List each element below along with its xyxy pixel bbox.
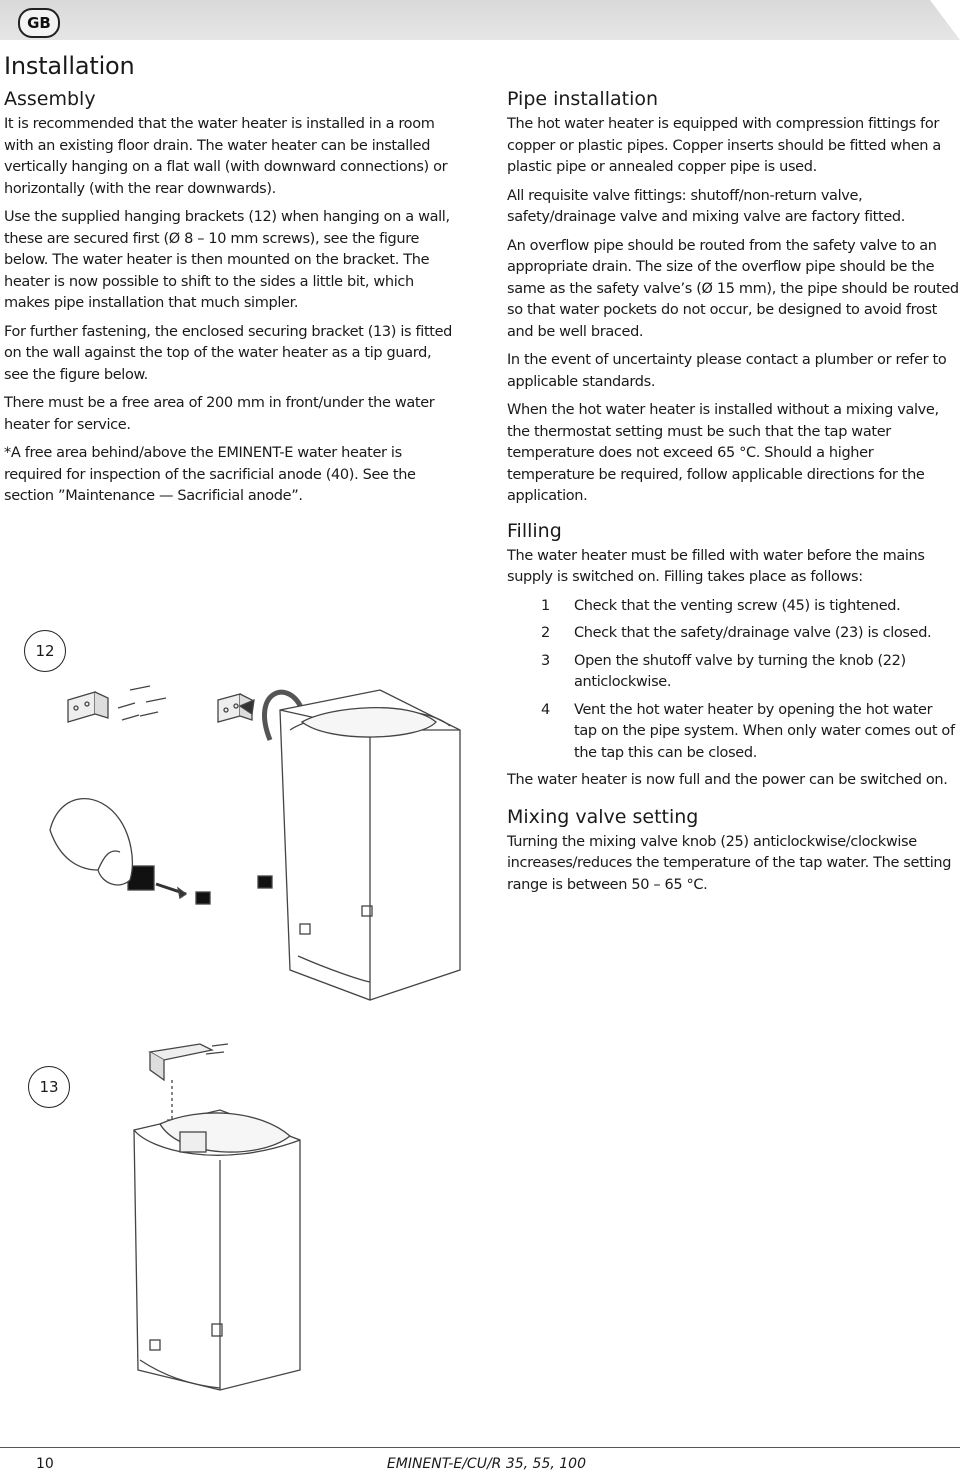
- pipe-paragraph: In the event of uncertainty please contact a plumber or refer to applicable standards.: [507, 352, 947, 390]
- left-column: [4, 48, 456, 515]
- filling-intro: The water heater must be filled with water before the mains supply is switched on. Filling takes place as follows:: [507, 547, 925, 585]
- assembly-heading: Assembly: [4, 88, 96, 110]
- pipe-paragraph: The hot water heater is equipped with compression fittings for copper or plastic pipes. Copper inserts should be fitted when a plastic pipe or annealed copper pipe is used.: [507, 116, 941, 175]
- step-text: Vent the hot water heater by opening the hot water tap on the pipe system. When only water comes out of the tap this can be closed.: [574, 701, 955, 761]
- pipe-installation-heading: Pipe installation: [507, 88, 659, 110]
- figure-13-label: 13: [28, 1066, 70, 1108]
- header-corner: [930, 0, 960, 40]
- filling-outro: The water heater is now full and the power can be switched on.: [507, 772, 948, 788]
- pipe-paragraph: An overflow pipe should be routed from the safety valve to an appropriate drain. The size of the overflow pipe should be the same as the safety valve’s (Ø 15 mm), the pipe should be routed so that water pockets do not occur, be designed to avoid frost and be well braced.: [507, 237, 959, 340]
- figure-12-label: 12: [24, 630, 66, 672]
- filling-steps-list: [507, 596, 959, 765]
- filling-step: [507, 623, 959, 645]
- filling-step: [507, 651, 959, 694]
- pipe-paragraph: All requisite valve fittings: shutoff/non-return valve, safety/drainage valve and mixing valve are factory fitted.: [507, 187, 906, 225]
- language-badge: GB: [18, 8, 60, 38]
- mixing-valve-heading: Mixing valve setting: [507, 805, 699, 828]
- footer-rule: [0, 1447, 960, 1448]
- assembly-paragraph: Use the supplied hanging brackets (12) when hanging on a wall, these are secured first (Ø 8 – 10 mm screws), see the figure below. The water heater is then mounted on the bracket. The heater is now possible to shift to the sides a little bit, which makes pipe installation that much simpler.: [4, 209, 450, 311]
- mixing-valve-text: Turning the mixing valve knob (25) anticlockwise/clockwise increases/reduces the temperature of the tap water. The setting range is between 50 – 65 °C.: [507, 833, 952, 893]
- assembly-paragraph: It is recommended that the water heater is installed in a room with an existing floor drain. The water heater can be installed vertically hanging on a flat wall (with downward connections) or horizontally (with the rear downwards).: [4, 116, 448, 197]
- step-text: Check that the venting screw (45) is tightened.: [574, 597, 901, 614]
- page-title: Installation: [4, 52, 135, 80]
- step-number: 1: [541, 597, 550, 614]
- figure-13-securing-bracket-illustration: [120, 1040, 330, 1400]
- step-text: Check that the safety/drainage valve (23) is closed.: [574, 625, 932, 641]
- pipe-paragraph: When the hot water heater is installed without a mixing valve, the thermostat setting must be such that the tap water temperature does not exceed 65 °C. Should a higher temperature be required, follow applicable directions for the application.: [507, 402, 939, 504]
- assembly-paragraph: There must be a free area of 200 mm in front/under the water heater for service.: [4, 395, 435, 433]
- assembly-paragraph: For further fastening, the enclosed securing bracket (13) is fitted on the wall against the top of the water heater as a tip guard, see the figure below.: [4, 323, 453, 383]
- right-column: [507, 88, 959, 903]
- step-number: 3: [541, 652, 550, 669]
- product-model: EMINENT-E/CU/R 35, 55, 100: [386, 1456, 586, 1472]
- assembly-paragraph: *A free area behind/above the EMINENT-E water heater is required for inspection of the sacrificial anode (40). See the section ”Maintenance — Sacrificial anode”.: [4, 445, 416, 504]
- filling-step: [507, 700, 959, 765]
- filling-heading: Filling: [507, 519, 562, 542]
- step-text: Open the shutoff valve by turning the knob (22) anticlockwise.: [574, 652, 906, 690]
- header-band: [0, 0, 960, 40]
- page-number: 10: [36, 1456, 54, 1472]
- filling-step: [507, 596, 959, 618]
- figure-12-wall-mounting-illustration: [40, 670, 500, 1030]
- step-number: 2: [541, 625, 550, 641]
- step-number: 4: [541, 701, 550, 718]
